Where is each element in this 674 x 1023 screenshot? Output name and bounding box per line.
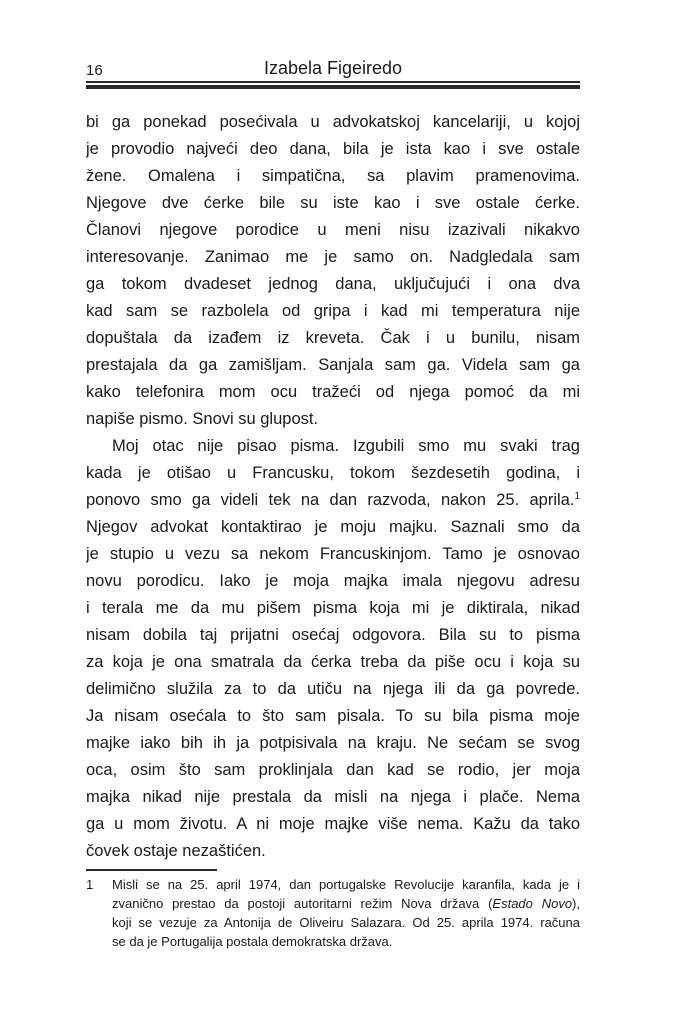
header-rule-divider [86,81,580,89]
text-line [86,136,580,163]
text-line [86,703,580,730]
text-segment: Ja nisam osećala to što sam pisala. To su bila pisma moje [86,707,580,725]
text-segment: Njegov advokat kontaktirao je moju majku. Saznali smo da [86,518,580,536]
text-line [86,190,580,217]
text-line [86,730,580,757]
text-line [86,433,580,460]
text-segment: ponovo smo ga videli tek na dan razvoda, nakon 25. aprila. [86,491,575,509]
footnote-line [112,894,580,913]
footnote [86,875,580,951]
text-segment: kako telefonira mom ocu tražeći od njega pomoć da mi [86,383,580,401]
text-line [86,406,580,433]
text-segment: delimično služila za to da utiču na njega ili da ga povrede. [86,680,580,698]
text-line [86,676,580,703]
page-header [86,56,580,80]
text-segment: oca, osim što sam proklinjala dan kad se rodio, jer moja [86,761,580,779]
text-line [86,568,580,595]
footnote-line [112,932,580,951]
text-segment: koji se vezuje za Antonija de Oliveiru Salazara. Od 25. aprila 1974. računa [112,915,580,930]
text-line [86,514,580,541]
text-line [86,217,580,244]
italic-text: Estado Novo [492,896,573,911]
text-segment: je stupio u vezu sa nekom Francuskinjom. Tamo je osnovao [86,545,580,563]
text-segment: Njegove dve ćerke bile su iste kao i sve ostale ćerke. [86,194,580,212]
text-segment: čovek ostaje nezaštićen. [86,842,266,860]
body-text [86,109,580,865]
text-segment: kad sam se razbolela od gripa i kad mi temperatura nije [86,302,580,320]
text-line [86,271,580,298]
text-segment: je provodio najveći deo dana, bila je ista kao i sve ostale [86,140,580,158]
text-segment: dopuštala da izađem iz kreveta. Čak i u bunilu, nisam [86,329,580,347]
text-line [86,649,580,676]
text-segment: ga u mom životu. A ni moje majke više nema. Kažu da tako [86,815,580,833]
text-line [86,244,580,271]
text-segment: zvanično prestao da postoji autoritarni režim Nova država ( [112,896,493,911]
running-header-title: Izabela Figeiredo [263,58,403,78]
text-segment: majke iako bih ih ja potpisivala na kraju. Ne sećam se svog [86,734,580,752]
text-segment: i terala me da mu pišem pisma koja mi je diktirala, nikad [86,599,580,617]
text-segment: nisam dobila taj prijatni osećaj odgovora. Bila su to pisma [86,626,580,644]
text-segment: bi ga ponekad posećivala u advokatskoj kancelariji, u kojoj [86,113,580,131]
text-segment: novu porodicu. Iako je moja majka imala njegovu adresu [86,572,580,590]
text-line [86,784,580,811]
text-line [86,325,580,352]
text-segment: kada je otišao u Francusku, tokom šezdesetih godina, i [86,464,580,482]
footnote-line [112,913,580,932]
footnote-text [112,875,580,951]
text-line [86,487,580,514]
footnote-reference: 1 [574,491,580,502]
text-line [86,352,580,379]
text-line [86,109,580,136]
text-segment: za koja je ona smatrala da ćerka treba da piše ocu i koja su [86,653,580,671]
text-segment: interesovanje. Zanimao me je samo on. Nadgledala sam [86,248,580,266]
footnote-marker: 1 [86,877,94,892]
text-segment: ), [572,896,580,911]
footnote-separator [86,869,217,871]
text-segment: majka nikad nije prestala da misli na njega i plače. Nema [86,788,580,806]
text-line [86,622,580,649]
text-line [86,163,580,190]
text-line [86,298,580,325]
text-segment: prestajala da ga zamišljam. Sanjala sam ga. Videla sam ga [86,356,580,374]
text-line [86,811,580,838]
text-line [86,838,580,865]
text-line [86,379,580,406]
footnote-line [112,875,580,894]
text-line [86,757,580,784]
text-segment: Misli se na 25. april 1974, dan portugalske Revolucije karanfila, kada je i [112,877,580,892]
text-segment: Moj otac nije pisao pisma. Izgubili smo mu svaki trag [112,437,580,455]
page-number: 16 [86,62,103,79]
text-segment: žene. Omalena i simpatična, sa plavim pramenovima. [86,167,580,185]
text-line [86,541,580,568]
text-segment: se da je Portugalija postala demokratska država. [112,934,393,949]
text-segment: ga tokom dvadeset jednog dana, uključujući i ona dva [86,275,580,293]
text-segment: napiše pismo. Snovi su glupost. [86,410,319,428]
text-segment: Članovi njegove porodice u meni nisu izazivali nikakvo [86,221,580,239]
text-line [86,595,580,622]
text-line [86,460,580,487]
